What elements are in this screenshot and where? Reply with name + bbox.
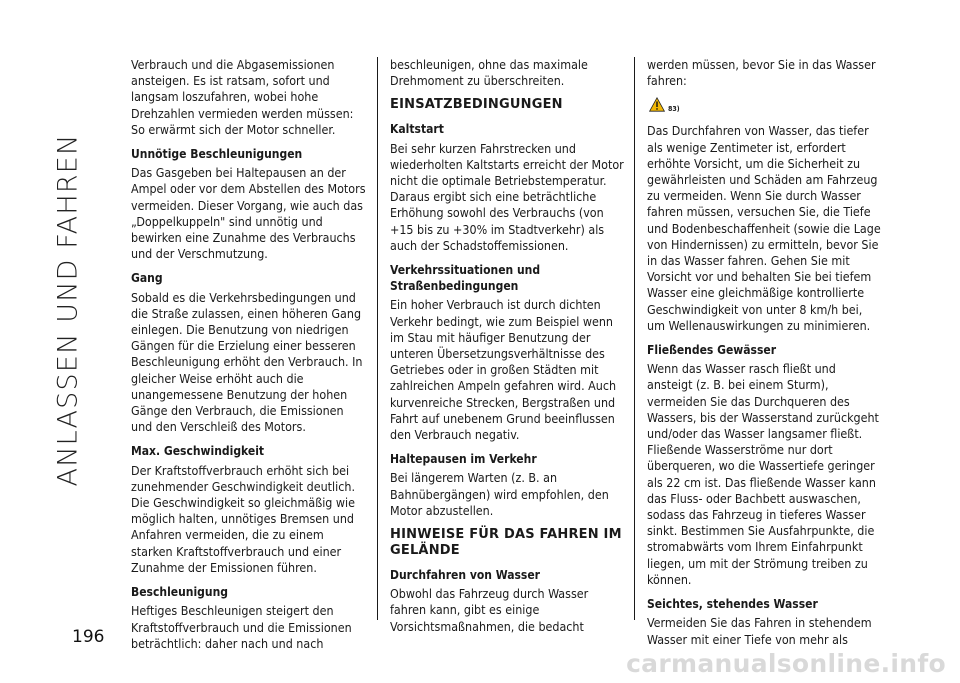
text-column-3: [647, 57, 883, 647]
warning-reference: [649, 97, 883, 117]
subheading: Haltepausen im Verkehr: [390, 452, 537, 467]
paragraph: Ein hoher Verbrauch ist durch dichten Verkehr bedingt, wie zum Beispiel wenn im Stau mit häufiger Benutzung der unteren Übersetzungsverhältnisse des Getriebes oder in großen Städten mit zahlreichen Ampeln gefahren wird. Auch kurvenreiche Strecken, Bergstraßen und Fahrt auf unebenem Grund beeinflussen den Verbrauch negativ.: [390, 297, 617, 443]
text-column-2: [390, 57, 626, 634]
column-divider: [634, 57, 635, 620]
watermark: carmanualsonline.info: [626, 649, 946, 678]
paragraph: Obwohl das Fahrzeug durch Wasser fahren kann, gibt es einige Vorsichtsmaßnahmen, die bedacht: [390, 586, 589, 634]
paragraph: Der Kraftstoffverbrauch erhöht sich bei zunehmender Geschwindigkeit deutlich. Die Geschwindigkeit so gleichmäßig wie möglich halten, unnötiges Bremsen und Anfahren vermeiden, die zu einem starken Kraftstoffverbrauch und einer Zunahme der Emissionen führen.: [131, 462, 356, 575]
paragraph: Vermeiden Sie das Fahren in stehendem Wasser mit einer Tiefe von mehr als: [647, 615, 872, 647]
subheading: Seichtes, stehendes Wasser: [647, 597, 818, 612]
text-column-1: [131, 57, 367, 651]
subheading: Beschleunigung: [131, 585, 228, 600]
paragraph: Bei längerem Warten (z. B. an Bahnübergängen) wird empfohlen, den Motor abzustellen.: [390, 470, 609, 518]
warning-triangle-icon: [649, 97, 665, 112]
paragraph: Sobald es die Verkehrsbedingungen und die Straße zulassen, einen höheren Gang einlegen. Die Benutzung von niedrigen Gängen für die Erzielung einer besseren Beschleunigung erhöht den Verbrauch. In gleicher Weise erhöht auch die unangemessene Benutzung der hohen Gänge den Verbrauch, die Emissionen und den Verschleiß des Motors.: [131, 289, 363, 435]
subheading: Durchfahren von Wasser: [390, 568, 540, 583]
subheading: Max. Geschwindigkeit: [131, 444, 265, 459]
paragraph: Wenn das Wasser rasch fließt und ansteigt (z. B. bei einem Sturm), vermeiden Sie das Durchqueren des Wassers, bis der Wasserstand zurückgeht und/oder das Wasser langsamer fließt. Fließende Wasserströme nur dort überqueren, wo die Wassertiefe geringer als 22 cm ist. Das fließende Wasser kann das Fluss- oder Bachbett auswaschen, sodass das Fahrzeug in tieferes Wasser sinkt. Bestimmen Sie Ausfahrpunkte, die stromabwärts vom Ihrem Einfahrpunkt liegen, um mit der Strömung treiben zu können.: [647, 361, 879, 587]
paragraph: Das Durchfahren von Wasser, das tiefer als wenige Zentimeter ist, erfordert erhöhte Vorsicht, um die Sicherheit zu gewährleisten und Schäden am Fahrzeug zu vermeiden. Wenn Sie durch Wasser fahren müssen, versuchen Sie, die Tiefe und Bodenbeschaffenheit (sowie die Lage von Hindernissen) zu ermitteln, bevor Sie in das Wasser fahren. Gehen Sie mit Vorsicht vor und behalten Sie bei tiefem Wasser eine gleichmäßige kontrollierte Geschwindigkeit von unter 8 km/h bei, um Wellenauswirkungen zu minimieren.: [647, 123, 881, 333]
chapter-title: ANLASSEN UND FAHREN: [52, 133, 84, 487]
subheading: Kaltstart: [390, 122, 444, 137]
column-divider: [377, 57, 378, 620]
section-heading: HINWEISE FÜR DAS FAHREN IM GELÄNDE: [390, 527, 622, 559]
subheading: Fließendes Gewässer: [647, 343, 777, 358]
section-heading: EINSATZBEDINGUNGEN: [390, 97, 563, 113]
subheading: Unnötige Beschleunigungen: [131, 147, 303, 162]
paragraph: Bei sehr kurzen Fahrstrecken und wiederholten Kaltstarts erreicht der Motor nicht die optimale Betriebstemperatur. Daraus ergibt sich eine beträchtliche Erhöhung sowohl des Verbrauchs (von +15 bis zu +30% im Stadtverkehr) als auch der Schadstoffemissionen.: [390, 140, 624, 253]
paragraph: werden müssen, bevor Sie in das Wasser fahren:: [647, 57, 876, 89]
subheading: Gang: [131, 271, 163, 286]
paragraph: Das Gasgeben bei Haltepausen an der Ampel oder vor dem Abstellen des Motors vermeiden. Dieser Vorgang, wie auch das „Doppelkuppeln" sind unnötig und bewirken eine Zunahme des Verbrauchs und der Verschmutzung.: [131, 165, 366, 262]
subheading: Verkehrssituationen und Straßenbedingungen: [390, 263, 541, 294]
paragraph: Heftiges Beschleunigen steigert den Kraftstoffverbrauch und die Emissionen beträchtlich: daher nach und nach: [131, 603, 352, 651]
paragraph: beschleunigen, ohne das maximale Drehmoment zu überschreiten.: [390, 57, 588, 89]
page-number: 196: [72, 627, 105, 647]
warning-ref-number: 83): [668, 105, 680, 114]
paragraph: Verbrauch und die Abgasemissionen ansteigen. Es ist ratsam, sofort und langsam loszufahren, wobei hohe Drehzahlen vermieden werden müssen: So erwärmt sich der Motor schneller.: [131, 57, 354, 137]
